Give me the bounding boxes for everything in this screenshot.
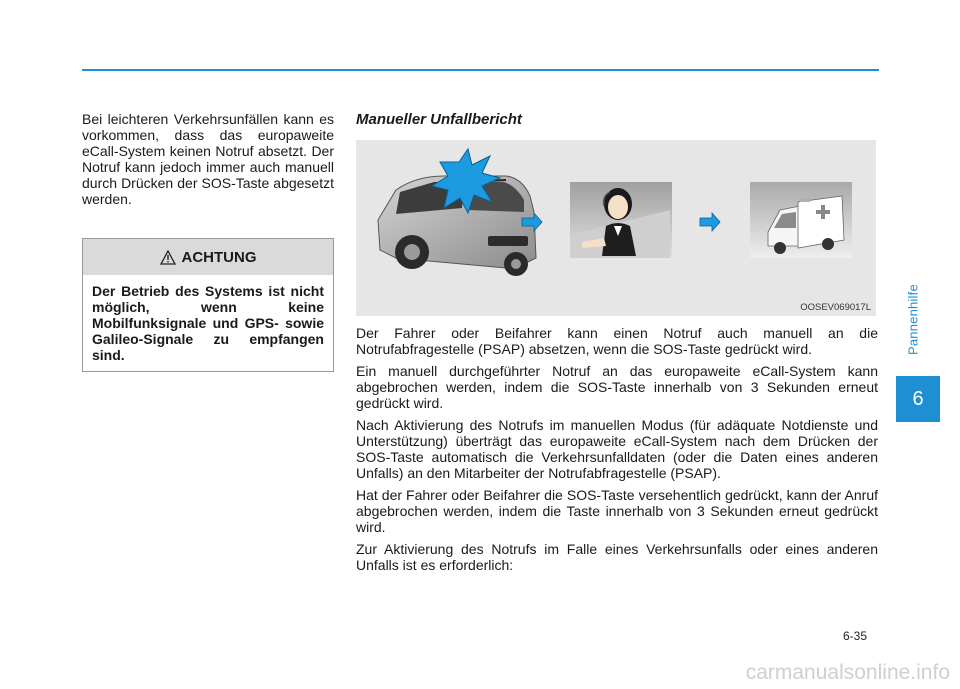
illustration-artwork [356, 140, 876, 316]
arrow-right-icon [700, 213, 720, 231]
call-operator-illustration [570, 182, 672, 258]
warning-triangle-icon [160, 250, 176, 265]
body-text [356, 325, 878, 579]
warning-header [83, 239, 333, 275]
chapter-side-label: Pannenhilfe [905, 284, 921, 356]
paragraph: Ein manuell durchgeführter Notruf an das europaweite eCall-System kann abgebrochen werden, indem die SOS-Taste innerhalb von 3 Sekunden erneut gedrückt wird. [356, 363, 878, 411]
warning-text: Der Betrieb des Systems ist nicht möglich, wenn keine Mobilfunksignale und GPS- sowie Galileo-Signale zu empfangen sind. [92, 283, 324, 363]
figure-code: OOSEV069017L [800, 302, 871, 313]
ambulance-illustration [750, 182, 852, 258]
ecall-illustration [356, 140, 876, 316]
paragraph: Zur Aktivierung des Notrufs im Falle eines Verkehrsunfalls oder eines anderen Unfalls ist es erforderlich: [356, 541, 878, 573]
section-title: Manueller Unfallbericht [356, 111, 522, 128]
header-rule [82, 69, 879, 71]
paragraph: Hat der Fahrer oder Beifahrer die SOS-Taste versehentlich gedrückt, kann der Anruf abgebrochen werden, indem die Taste innerhalb von 3 Sekunden erneut gedrückt wird. [356, 487, 878, 535]
paragraph: Der Fahrer oder Beifahrer kann einen Notruf auch manuell an die Notrufabfragestelle (PSAP) absetzen, wenn die SOS-Taste gedrückt wird. [356, 325, 878, 357]
paragraph: Nach Aktivierung des Notrufs im manuellen Modus (für adäquate Notdienste und Unterstützung) überträgt das europaweite eCall-System nach dem Drücken der SOS-Taste automatisch die Verkehrsunfalldaten (oder die Daten eines anderen Unfalls) an den Mitarbeiter der Notrufabfragestelle (PSAP). [356, 417, 878, 481]
warning-title: ACHTUNG [181, 248, 257, 266]
page-number: 6-35 [843, 629, 868, 643]
intro-paragraph: Bei leichteren Verkehrsunfällen kann es vorkommen, dass das europaweite eCall-System keinen Notruf absetzt. Der Notruf kann jedoch immer auch manuell durch Drücken der SOS-Taste abgesetzt werden. [82, 111, 334, 207]
chapter-tab[interactable]: 6 [896, 376, 940, 422]
warning-box [82, 238, 334, 372]
watermark[interactable]: carmanualsonline.info [745, 661, 950, 684]
